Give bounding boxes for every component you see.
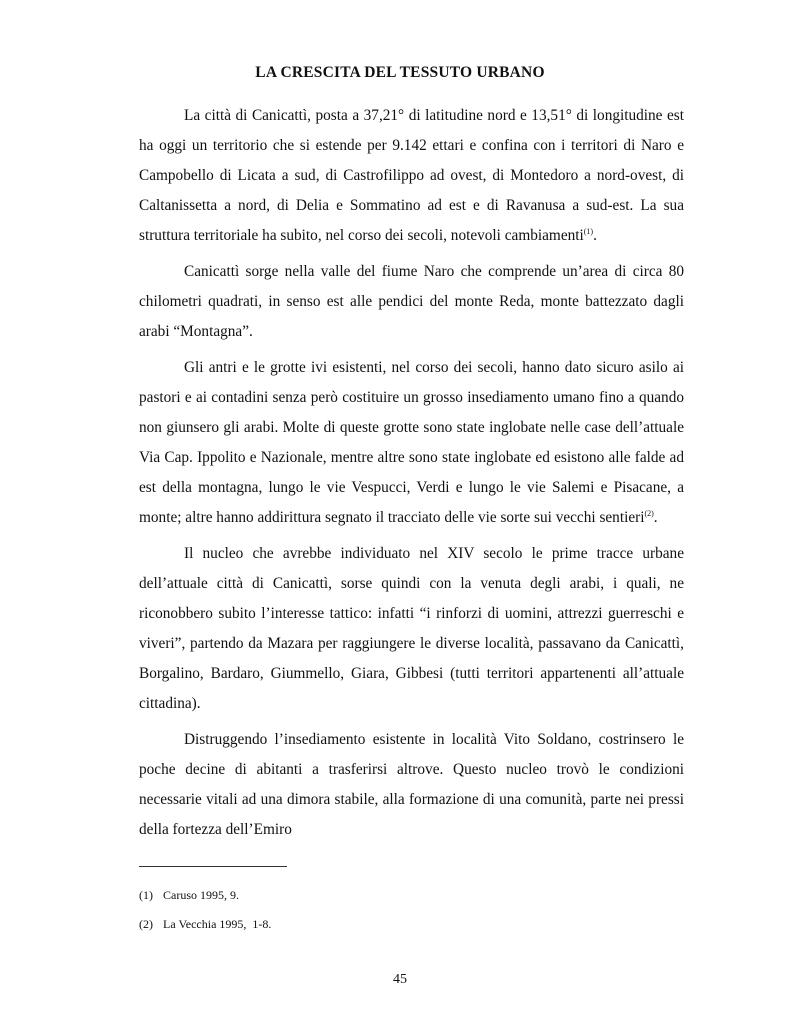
paragraph-text: Canicattì sorge nella valle del fiume Naro che comprende un’area di circa 80 chilometri quadrati, in senso est alle pendici del monte Reda, monte battezzato dagli arabi “Montagna”. <box>139 263 684 340</box>
footnote-text: Caruso 1995, 9. <box>163 888 239 902</box>
section-title: LA CRESCITA DEL TESSUTO URBANO <box>255 64 545 81</box>
footnote-1 <box>139 886 684 915</box>
paragraph-2 <box>139 257 684 347</box>
footnote-text: La Vecchia 1995, 1-8. <box>163 917 272 931</box>
paragraph-end: . <box>653 509 658 526</box>
paragraph-text: Distruggendo l’insediamento esistente in località Vito Soldano, costrinsero le poche decine di abitanti a trasferirsi altrove. Questo nucleo trovò le condizioni necessarie vitali ad una dimora stabile, alla formazione di una comunità, parte nei pressi della fortezza dell’Emiro <box>139 731 684 838</box>
paragraph-text: Il nucleo che avrebbe individuato nel XIV secolo le prime tracce urbane dell’attuale città di Canicattì, sorse quindi con la venuta degli arabi, i quali, ne riconobbero subito l’interesse tattico: infatti “i rinforzi di uomini, attrezzi guerreschi e viveri”, partendo da Mazara per raggiungere le diverse località, passavano da Canicattì, Borgalino, Bardaro, Giummello, Giara, Gibbesi (tutti territori appartenenti all’attuale cittadina). <box>139 545 684 712</box>
footnote-number: (2) <box>139 917 153 931</box>
paragraph-end: . <box>593 227 597 244</box>
footnote-number: (1) <box>139 888 153 902</box>
body-text <box>139 101 684 851</box>
footnotes <box>139 886 684 944</box>
footnote-ref-1: (1) <box>583 226 594 236</box>
paragraph-4 <box>139 539 684 719</box>
footnote-divider <box>139 866 287 867</box>
footnote-ref-2: (2) <box>644 508 654 518</box>
paragraph-3 <box>139 353 684 533</box>
footnote-2 <box>139 915 684 944</box>
page-number: 45 <box>393 972 407 987</box>
paragraph-5 <box>139 725 684 845</box>
paragraph-1 <box>139 101 684 251</box>
paragraph-text: La città di Canicattì, posta a 37,21° di latitudine nord e 13,51° di longitudine est ha oggi un territorio che si estende per 9.142 ettari e confina con i territori di Naro e Campobello di Licata a sud, di Castrofilippo ad ovest, di Montedoro a nord-ovest, di Caltanissetta a nord, di Delia e Sommatino ad est e di Ravanusa a sud-est. La sua struttura territoriale ha subito, nel corso dei secoli, notevoli cambiamenti <box>139 107 684 244</box>
paragraph-text: Gli antri e le grotte ivi esistenti, nel corso dei secoli, hanno dato sicuro asilo ai pastori e ai contadini senza però costituire un grosso insediamento umano fino a quando non giunsero gli arabi. Molte di queste grotte sono state inglobate nelle case dell’attuale Via Cap. Ippolito e Nazionale, mentre altre sono state inglobate ed esistono alle falde ad est della montagna, lungo le vie Vespucci, Verdi e lungo le vie Salemi e Pisacane, a monte; altre hanno addirittura segnato il tracciato delle vie sorte sui vecchi sentieri <box>139 359 684 526</box>
